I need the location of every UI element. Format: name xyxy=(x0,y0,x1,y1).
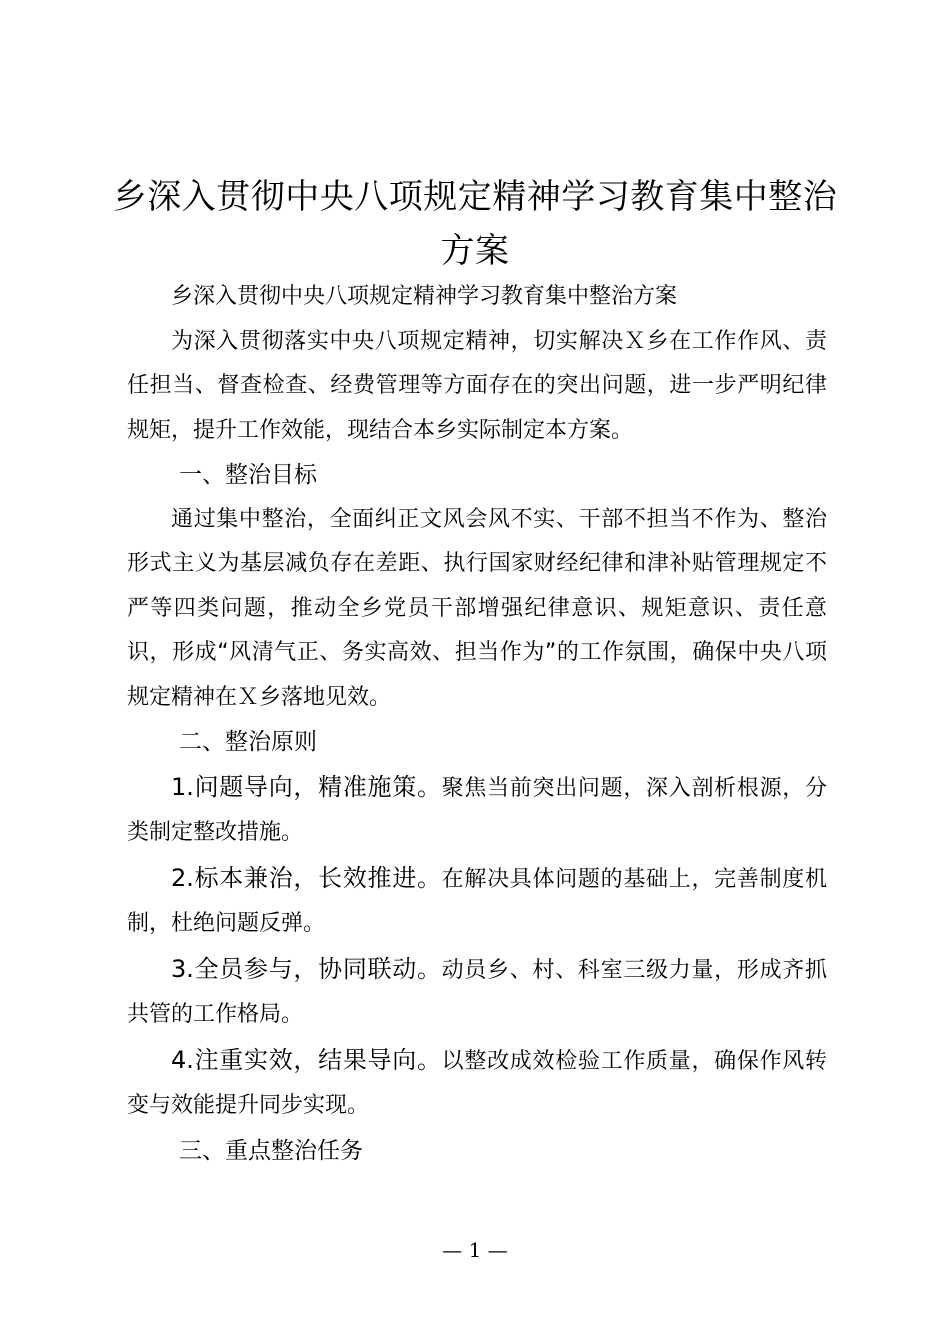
principle-lead: 3.全员参与，协同联动。 xyxy=(171,954,442,983)
goals-paragraph: 通过集中整治，全面纠正文风会风不实、干部不担当不作为、整治形式主义为基层减负存在差距、执行国家财经纪律和津补贴管理规定不严等四类问题，推动全乡党员干部增强纪律意识、规矩意识、责任意识，形成“风清气正、务实高效、担当作为”的工作氛围，确保中央八项规定精神在Ｘ乡落地见效。 xyxy=(127,506,827,710)
principle-text: 在解决具体问题的基础上，完善制度机制，杜绝问题反弹。 xyxy=(127,866,827,936)
document-subtitle: 乡深入贯彻中央八项规定精神学习教育集中整治方案 xyxy=(171,284,678,309)
document-body xyxy=(127,275,827,1173)
principle-lead: 2.标本兼治，长效推进。 xyxy=(171,863,442,892)
principle-item xyxy=(127,1038,827,1129)
principle-text: 聚焦当前突出问题，深入剖析根源，分类制定整改措施。 xyxy=(127,775,827,845)
principle-lead: 1.问题导向，精准施策。 xyxy=(171,772,442,801)
principle-item xyxy=(127,947,827,1038)
principle-item xyxy=(127,856,827,947)
section-heading-principles: 二、整治原则 xyxy=(179,729,317,755)
principle-text: 动员乡、村、科室三级力量，形成齐抓共管的工作格局。 xyxy=(127,957,827,1027)
section-heading-goals: 一、整治目标 xyxy=(179,462,317,488)
intro-paragraph: 为深入贯彻落实中央八项规定精神，切实解决Ｘ乡在工作作风、责任担当、督查检查、经费管理等方面存在的突出问题，进一步严明纪律规矩，提升工作效能，现结合本乡实际制定本方案。 xyxy=(127,328,827,443)
principle-text: 以整改成效检验工作质量，确保作风转变与效能提升同步实现。 xyxy=(127,1048,827,1118)
principle-lead: 4.注重实效，结果导向。 xyxy=(171,1045,442,1074)
document-title: 乡深入贯彻中央八项规定精神学习教育集中整治方案 xyxy=(112,177,838,271)
principle-item xyxy=(127,765,827,856)
section-heading-tasks: 三、重点整治任务 xyxy=(179,1137,363,1164)
page-number: — 1 — xyxy=(442,1238,508,1262)
